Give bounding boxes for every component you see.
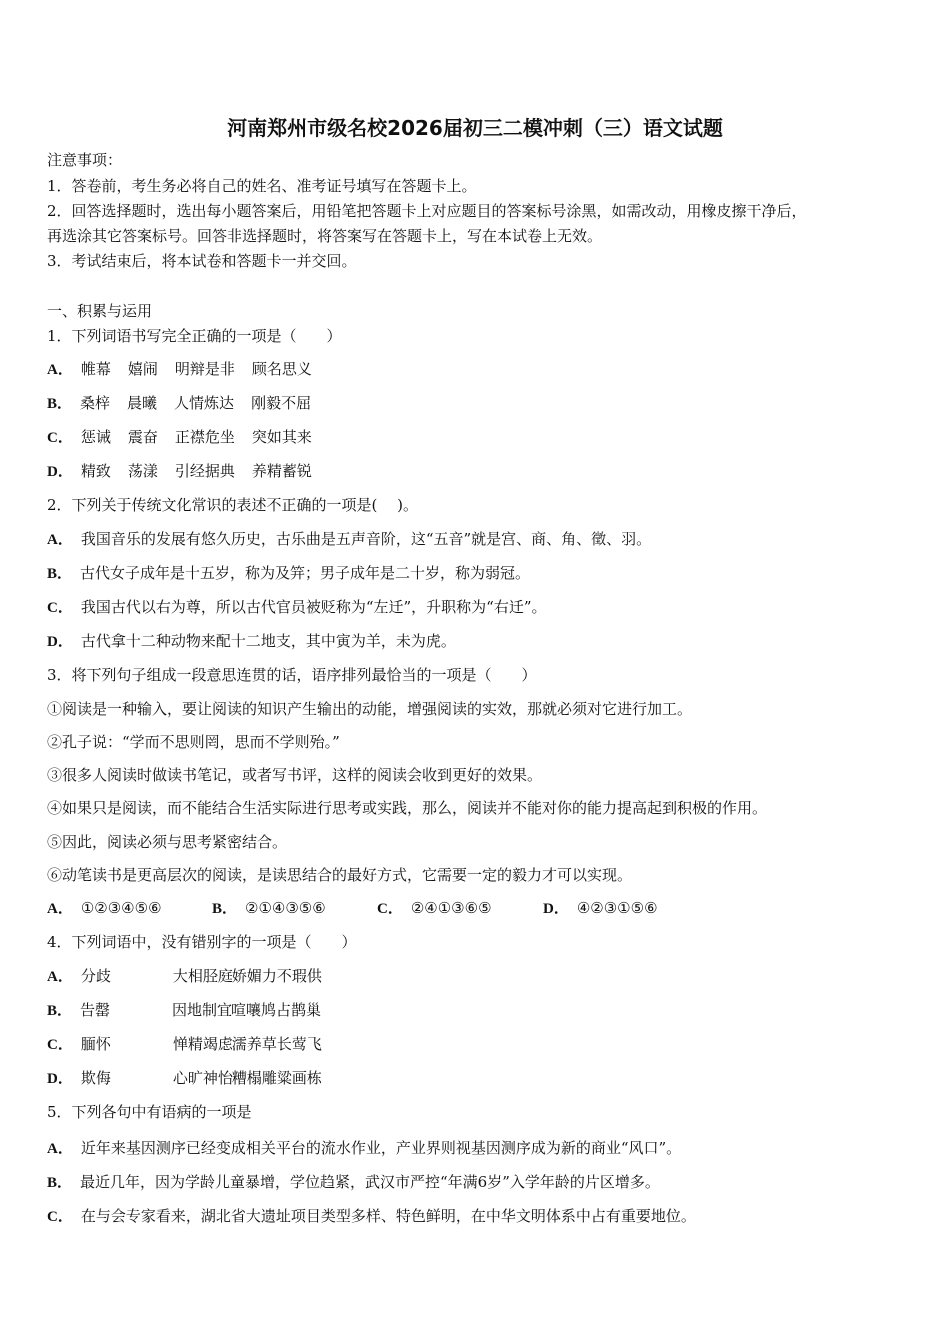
word: 顾名思义 <box>251 360 312 378</box>
question-1-option-c <box>47 427 329 448</box>
question-3-stem: 3．将下列句子组成一段意思连贯的话，语序排列最恰当的一项是（ ） <box>47 666 537 684</box>
option-label: C． <box>47 1209 73 1225</box>
option-label: D． <box>47 634 73 650</box>
option-text: 古代拿十二种动物来配十二地支，其中寅为羊，未为虎。 <box>80 632 456 650</box>
option-text: ①②③④⑤⑥ <box>80 899 162 917</box>
note-item: 2．回答选择题时，选出每小题答案后，用铅笔把答题卡上对应题目的答案标号涂黑，如需改动，用橡皮擦干净后， <box>47 202 807 220</box>
question-3-sentence: ②孔子说：“学而不思则罔，思而不学则殆。” <box>47 733 340 751</box>
option-label: B． <box>47 1175 73 1191</box>
question-3-option-b <box>212 898 326 919</box>
word: 雕粱画栋 <box>261 1069 322 1087</box>
question-4-option-c <box>47 1034 322 1055</box>
word: 引经据典 <box>174 462 235 480</box>
question-1-option-a <box>47 359 329 380</box>
option-text: 近年来基因测序已经变成相关平台的流水作业，产业界则视基因测序成为新的商业“风口”。 <box>80 1139 682 1157</box>
question-4-option-a <box>47 966 322 987</box>
question-2-option-b <box>47 563 530 584</box>
option-label: C． <box>47 1037 73 1053</box>
document-title: 河南郑州市级名校2026届初三二模冲刺（三）语文试题 <box>227 116 723 140</box>
word: 惩诫 <box>80 428 111 446</box>
option-text: 古代女子成年是十五岁，称为及笄；男子成年是二十岁，称为弱冠。 <box>80 564 531 582</box>
word: 告罄 <box>80 1001 111 1019</box>
word: 晨曦 <box>127 394 158 412</box>
option-label: C． <box>47 430 73 446</box>
section-heading: 一、积累与运用 <box>47 302 153 320</box>
option-text: 在与会专家看来，湖北省大遗址项目类型多样、特色鲜明，在中华文明体系中占有重要地位。 <box>80 1207 696 1225</box>
word: 草长莺飞 <box>261 1035 322 1053</box>
word: 鸠占鹊巢 <box>261 1001 322 1019</box>
option-label: C． <box>377 901 403 917</box>
question-4-option-b <box>47 1000 321 1021</box>
word: 刚毅不屈 <box>251 394 312 412</box>
option-label: B． <box>212 901 238 917</box>
question-3-sentence: ③很多人阅读时做读书笔记，或者写书评，这样的阅读会收到更好的效果。 <box>47 766 543 784</box>
option-text: 最近几年，因为学龄儿童暴增，学位趋紧，武汉市严控“年满6岁”入学年龄的片区增多。 <box>80 1173 660 1191</box>
word: 娇媚 <box>231 967 262 985</box>
word: 养精蓄锐 <box>251 462 312 480</box>
option-text: ④②③①⑤⑥ <box>576 899 658 917</box>
word: 突如其来 <box>251 428 312 446</box>
question-1-option-d <box>47 461 329 482</box>
option-label: D． <box>47 1071 73 1087</box>
word: 帷幕 <box>80 360 111 378</box>
question-5-option-a <box>47 1138 681 1159</box>
word: 喧嚷 <box>231 1001 262 1019</box>
note-item: 1．答卷前，考生务必将自己的姓名、准考证号填写在答题卡上。 <box>47 177 477 195</box>
question-4-option-d <box>47 1068 322 1089</box>
word: 濡养 <box>231 1035 262 1053</box>
question-4-stem: 4．下列词语中，没有错别字的一项是（ ） <box>47 933 357 951</box>
word: 心旷神怡 <box>172 1069 233 1087</box>
option-label: B． <box>47 1003 73 1019</box>
question-3-option-c <box>377 898 492 919</box>
option-label: D． <box>47 464 73 480</box>
word: 明辩是非 <box>174 360 235 378</box>
option-text: 我国音乐的发展有悠久历史，古乐曲是五声音阶，这“五音”就是宫、商、角、徵、羽。 <box>80 530 652 548</box>
word: 人情炼达 <box>174 394 235 412</box>
option-text: 我国古代以右为尊，所以古代官员被贬称为“左迁”，升职称为“右迁”。 <box>80 598 547 616</box>
option-label: A． <box>47 1141 73 1157</box>
word: 力不瑕供 <box>261 967 322 985</box>
question-3-sentence: ⑥动笔读书是更高层次的阅读，是读思结合的最好方式，它需要一定的毅力才可以实现。 <box>47 866 633 884</box>
question-3-sentence: ④如果只是阅读，而不能结合生活实际进行思考或实践，那么，阅读并不能对你的能力提高起到积极的作用。 <box>47 799 768 817</box>
option-label: B． <box>47 566 73 582</box>
question-2-option-c <box>47 597 547 618</box>
option-text: ②④①③⑥⑤ <box>410 899 492 917</box>
word: 腼怀 <box>80 1035 111 1053</box>
word: 荡漾 <box>127 462 158 480</box>
word: 大相胫庭 <box>172 967 233 985</box>
option-label: D． <box>543 901 569 917</box>
question-1-stem: 1．下列词语书写完全正确的一项是（ ） <box>47 327 342 345</box>
question-5-stem: 5．下列各句中有语病的一项是 <box>47 1103 252 1121</box>
option-label: A． <box>47 532 73 548</box>
option-label: A． <box>47 901 73 917</box>
word: 桑梓 <box>80 394 111 412</box>
notes-heading: 注意事项： <box>47 151 123 169</box>
question-2-option-d <box>47 631 456 652</box>
question-1-option-b <box>47 393 328 414</box>
option-label: A． <box>47 969 73 985</box>
word: 因地制宜 <box>172 1001 233 1019</box>
question-3-sentence: ①阅读是一种输入，要让阅读的知识产生输出的动能，增强阅读的实效，那就必须对它进行加工。 <box>47 700 693 718</box>
note-item: 3．考试结束后，将本试卷和答题卡一并交回。 <box>47 252 357 270</box>
question-3-option-d <box>543 898 658 919</box>
word: 嬉闹 <box>127 360 158 378</box>
option-label: C． <box>47 600 73 616</box>
option-text: ②①④③⑤⑥ <box>245 899 326 917</box>
word: 糟榻 <box>231 1069 262 1087</box>
question-5-option-b <box>47 1172 660 1193</box>
word: 正襟危坐 <box>174 428 235 446</box>
word: 分歧 <box>80 967 111 985</box>
option-label: A． <box>47 362 73 378</box>
question-3-sentence: ⑤因此，阅读必须与思考紧密结合。 <box>47 833 288 851</box>
question-2-stem: 2．下列关于传统文化常识的表述不正确的一项是( )。 <box>47 496 419 514</box>
word: 惮精竭虑 <box>172 1035 233 1053</box>
question-5-option-c <box>47 1206 696 1227</box>
word: 震奋 <box>127 428 158 446</box>
word: 精致 <box>80 462 111 480</box>
question-3-option-a <box>47 898 162 919</box>
word: 欺侮 <box>80 1069 111 1087</box>
note-item: 再选涂其它答案标号。回答非选择题时，将答案写在答题卡上，写在本试卷上无效。 <box>47 227 603 245</box>
option-label: B． <box>47 396 73 412</box>
question-2-option-a <box>47 529 651 550</box>
